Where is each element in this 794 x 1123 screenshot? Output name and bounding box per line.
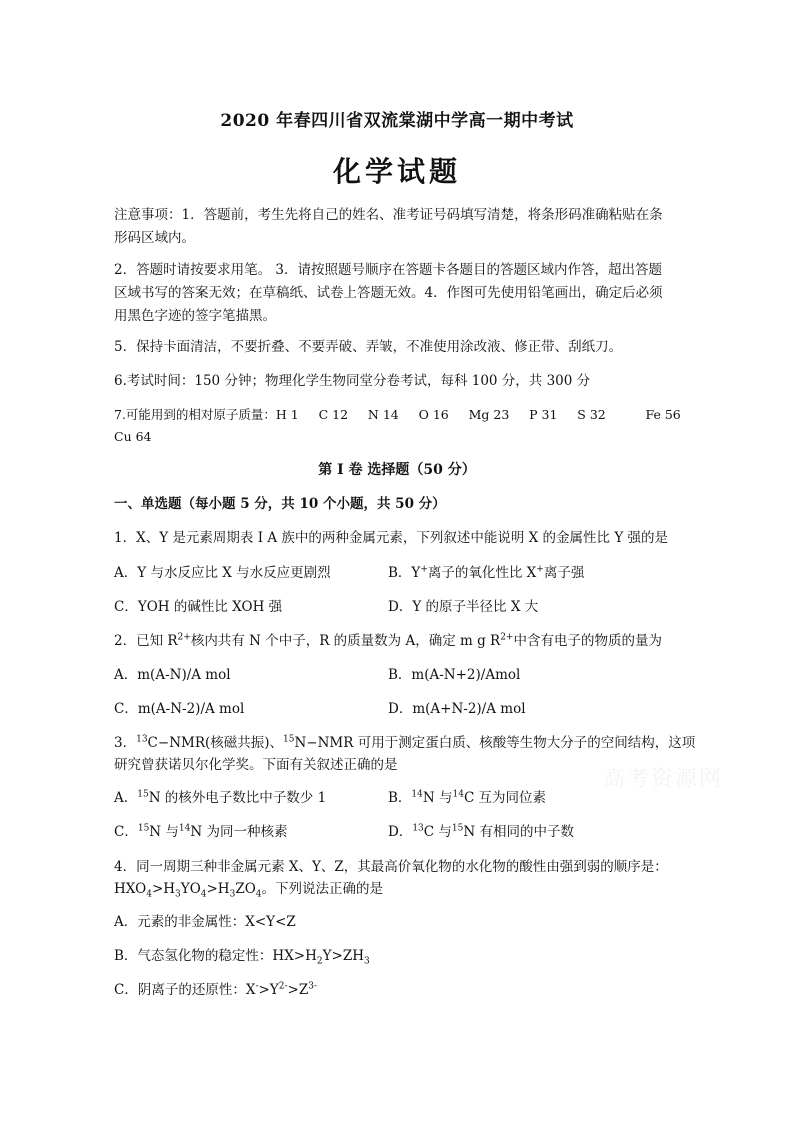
q1-option-d: D．Y 的原子半径比 X 大 — [388, 599, 539, 615]
q3-option-c: C．$^{15}$N 与$^{14}$N 为同一种核素 — [114, 823, 288, 840]
q3-option-b: B．$^{14}$N 与$^{14}$C 互为同位素 — [388, 789, 547, 806]
q4-stem-line-2: $HXO_4>H_3YO_4>H_3ZO_4$。下列说法正确的是 — [114, 881, 384, 900]
exam-subtitle: 2020 年春四川省双流棠湖中学高一期中考试 — [220, 111, 574, 131]
notes-line-6: 5．保持卡面清洁，不要折叠、不要弄破、弄皱，不准使用涂改液、修正带、刮纸刀。 — [114, 339, 623, 355]
q1-option-a: A．Y 与水反应比 X 与水反应更剧烈 — [114, 565, 331, 581]
q4-stem-line-1: 4．同一周期三种非金属元素 X、Y、Z，其最高价氧化物的水化物的酸性由强到弱的顺序是： — [114, 859, 668, 875]
notes-line-1: 注意事项：1．答题前，考生先将自己的姓名、准考证号码填写清楚，将条形码准确粘贴在条 — [114, 207, 663, 223]
q3-option-d: D．$^{13}$C 与$^{15}$N 有相同的中子数 — [388, 823, 574, 840]
notes-line-4: 区域书写的答案无效；在草稿纸、试卷上答题无效。4．作图可先使用铅笔画出，确定后必须 — [114, 285, 663, 301]
section-title: 第 I 卷 选择题（50 分） — [318, 462, 476, 478]
q2-option-b: B．m(A-N+2)/Amol — [388, 667, 521, 683]
q3-option-a: A．$^{15}$N 的核外电子数比中子数少 1 — [114, 789, 327, 806]
watermark-text: 高考资源网 — [603, 767, 724, 792]
q2-option-d: D．m(A+N-2)/A mol — [388, 701, 526, 717]
q3-stem-line-2: 研究曾获诺贝尔化学奖。下面有关叙述正确的是 — [114, 757, 398, 773]
notes-line-7: 6.考试时间：150 分钟；物理化学生物同堂分卷考试，每科 100 分，共 300 分 — [114, 373, 591, 389]
q2-stem: 2．已知 $R^{2+}$核内共有 N 个中子，R 的质量数为 A，确定 m g $R^{2+}$中含有电子的物质的量为 — [114, 632, 662, 649]
exam-title: 化学试题 — [332, 155, 461, 188]
q1-option-b: B．Y+离子的氧化性比 X+离子强 — [388, 564, 585, 581]
q4-option-b: B．气态氢化物的稳定性：$HX>H_2Y>ZH_3$ — [114, 948, 370, 967]
q4-option-a: A．元素的非金属性：X<Y<Z — [114, 914, 296, 930]
q4-option-c: C．阴离子的还原性：$X^->Y^{2-}>Z^{3-}$ — [114, 981, 317, 998]
notes-line-9: Cu 64 — [114, 429, 152, 444]
part-heading: 一、单选题（每小题 5 分，共 10 个小题，共 50 分） — [114, 496, 446, 512]
notes-line-5: 用黑色字迹的签字笔描黑。 — [114, 308, 276, 324]
notes-line-8: 7.可能用到的相对原子质量：H 1 C 12 N 14 O 16 Mg 23 P 31 S 32 Fe 56 — [114, 407, 681, 422]
q1-stem: 1．X、Y 是元素周期表 I A 族中的两种金属元素，下列叙述中能说明 X 的金属性比 Y 强的是 — [114, 530, 669, 546]
q2-option-c: C．m(A-N-2)/A mol — [114, 701, 245, 717]
q1-option-c: C．YOH 的碱性比 XOH 强 — [114, 599, 283, 615]
q2-option-a: A．m(A-N)/A mol — [114, 667, 231, 683]
q3-stem-line-1: 3．$^{13}$C−NMR(核磁共振)、$^{15}$N−NMR 可用于测定蛋白质、核酸等生物大分子的空间结构，这项 — [114, 734, 696, 751]
notes-line-2: 形码区域内。 — [114, 230, 195, 246]
notes-line-3: 2．答题时请按要求用笔。 3．请按照题号顺序在答题卡各题目的答题区域内作答，超出答题 — [114, 262, 662, 278]
